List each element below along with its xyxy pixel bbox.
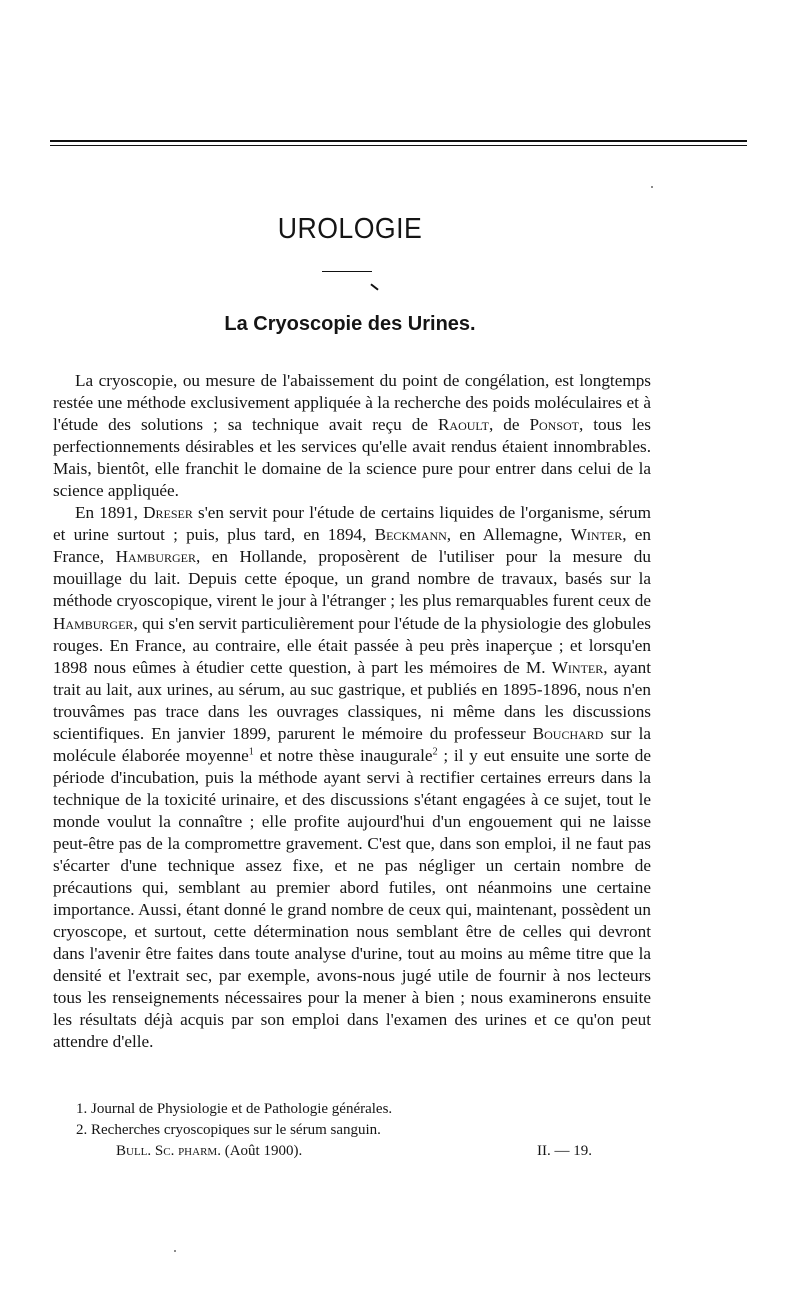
- text-run: , de: [488, 415, 530, 435]
- journal-citation: [116, 1143, 302, 1160]
- footnote-ref-2: 2: [432, 746, 438, 758]
- journal-issue: (Août 1900).: [224, 1143, 303, 1159]
- journal-abbreviation: Bull. Sc. pharm.: [116, 1143, 221, 1159]
- text-run: , en France,: [53, 525, 651, 567]
- text-run: , tous les perfectionnements désirables et les services qu'elle avait rendus étaient innombrables. Mais, bientôt, elle franchit le domaine de la science pure pour entrer dans celui de la science appliquée.: [53, 415, 651, 501]
- sheet-signature: II. — 19.: [537, 1143, 592, 1159]
- speck: [651, 186, 653, 188]
- title-separator-rule: [322, 271, 372, 272]
- text-run: En 1891,: [75, 503, 144, 523]
- author-name-raoult: Raoult: [437, 415, 489, 435]
- ink-mark: [370, 283, 378, 290]
- paragraph-1: [53, 370, 651, 502]
- top-double-rule-thick: [50, 140, 747, 142]
- author-name-ponsot: Ponsot: [529, 415, 579, 435]
- article-title: La Cryoscopie des Urines.: [224, 313, 476, 335]
- author-name-winter: Winter: [570, 525, 623, 545]
- footnotes: [76, 1099, 636, 1141]
- text-run: , qui s'en servit particulièrement pour l'étude de la physiologie des globules rouges. En France, au contraire, elle était passée à peu près inaperçue ; et lorsqu'en 1898 nous eûmes à étudier cette question, à part les mémoires de M.: [53, 613, 651, 677]
- author-name-winter: Winter: [551, 657, 604, 677]
- text-run: ; il y eut ensuite une sorte de période d'incubation, puis la méthode ayant servi à rectifier certaines erreurs dans la technique de la toxicité urinaire, et des discussions s'étant engagées à ce sujet, tout le monde voulut la connaître ; elle profite aujourd'hui d'un engouement qui ne laisse peut-être pas de la compromettre gravement. C'est que, dans son emploi, il ne faut pas s'écarter d'une technique assez fixe, et ne pas négliger un certain nombre de précautions qui, semblant au premier abord futiles, ont néanmoins une certaine importance. Aussi, étant donné le grand nombre de ceux qui, maintenant, possèdent un cryoscope, et surtout, cette détermination nous semblant être de celles qui devront dans l'avenir être faites dans toute analyse d'urine, tout au moins au même titre que la densité et l'extrait sec, par exemple, avons-nous jugé utile de fournir à nos lecteurs tous les renseignements nécessaires pour la mener à bien ; nous examinerons ensuite les résultats déjà acquis par son emploi dans l'examen des urines et ce qu'on peut attendre d'elle.: [53, 745, 651, 1052]
- author-name-beckmann: Beckmann: [374, 525, 447, 545]
- author-name-hamburger: Hamburger: [115, 547, 196, 567]
- author-name-hamburger: Hamburger: [53, 613, 134, 633]
- text-run: , en Allemagne,: [446, 525, 571, 545]
- footnote-1: 1. Journal de Physiologie et de Pathologie générales.: [76, 1101, 393, 1117]
- text-run: , ayant trait au lait, aux urines, au sérum, au suc gastrique, et publiés en 1895-1896, nous n'en trouvâmes pas trace dans les ouvrages classiques, ni même dans les discussions scientifiques. En janvier 1899, parurent le mémoire du professeur: [53, 657, 651, 743]
- author-name-dreser: Dreser: [143, 503, 193, 523]
- footnote-2: 2. Recherches cryoscopiques sur le sérum sanguin.: [76, 1122, 381, 1138]
- speck: [174, 1250, 176, 1252]
- article-body: [53, 370, 651, 1053]
- top-double-rule-thin: [50, 145, 747, 146]
- text-run: et notre thèse inaugurale: [253, 745, 433, 765]
- text-run: sur la molécule élaborée moyenne: [53, 723, 651, 765]
- text-run: , en Hollande, proposèrent de l'utiliser pour la mesure du mouillage du lait. Depuis cette époque, un grand nombre de travaux, basés sur la méthode cryoscopique, virent le jour à l'étranger ; les plus remarquables furent ceux de: [53, 547, 651, 611]
- text-run: s'en servit pour l'étude de certains liquides de l'organisme, sérum et urine surtout ; puis, plus tard, en 1894,: [53, 503, 652, 545]
- paragraph-2: [53, 502, 651, 1053]
- section-title: UROLOGIE: [277, 213, 423, 245]
- text-run: La cryoscopie, ou mesure de l'abaissement du point de congélation, est longtemps restée une méthode exclusivement appliquée à la recherche des poids moléculaires et à l'étude des solutions ; sa technique avait reçu de: [53, 371, 651, 435]
- author-name-bouchard: Bouchard: [532, 723, 604, 743]
- footnote-ref-1: 1: [248, 746, 254, 758]
